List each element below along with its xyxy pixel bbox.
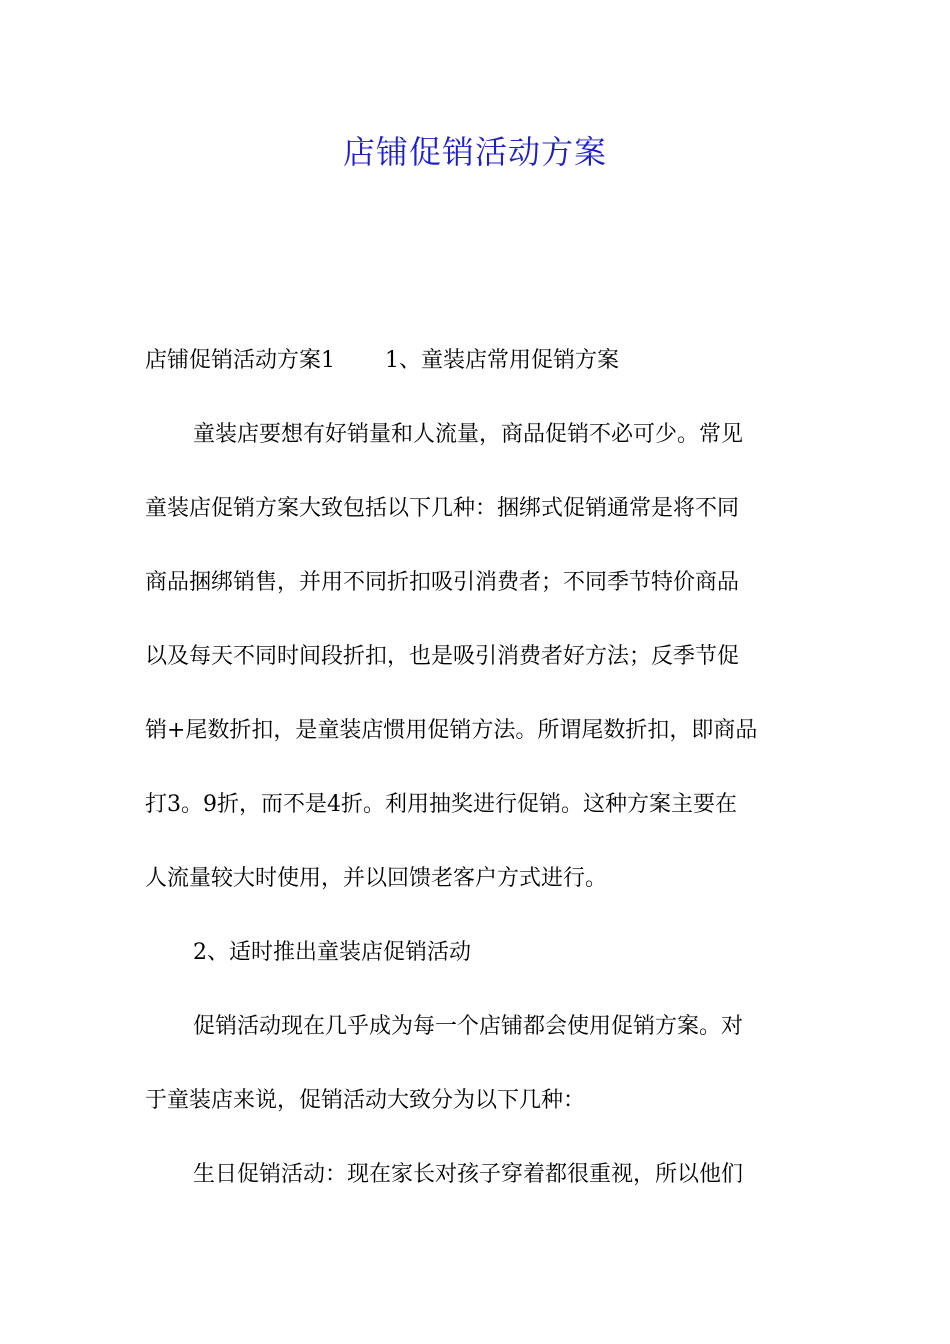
section-heading-1: 1、童装店常用促销方案 <box>385 348 619 373</box>
paragraph-line: 生日促销活动：现在家长对孩子穿着都很重视，所以他们 <box>193 1162 744 1187</box>
paragraph-line: 商品捆绑销售，并用不同折扣吸引消费者；不同季节特价商品 <box>145 570 740 595</box>
document-title: 店铺促销活动方案 <box>342 133 607 171</box>
paragraph-line: 促销活动现在几乎成为每一个店铺都会使用促销方案。对 <box>193 1014 744 1039</box>
paragraph-line: 童装店促销方案大致包括以下几种：捆绑式促销通常是将不同 <box>145 496 740 521</box>
section-heading-line <box>145 341 807 381</box>
paragraph-line: 人流量较大时使用，并以回馈老客户方式进行。 <box>145 866 608 891</box>
paragraph-line: 于童装店来说，促销活动大致分为以下几种： <box>145 1088 586 1113</box>
paragraph-line: 童装店要想有好销量和人流量，商品促销不必可少。常见 <box>193 422 744 447</box>
paragraph-line: 销+尾数折扣，是童装店惯用促销方法。所谓尾数折扣，即商品 <box>145 718 758 743</box>
paragraph-line: 以及每天不同时间段折扣，也是吸引消费者好方法；反季节促 <box>145 644 740 669</box>
section-heading-2: 2、适时推出童装店促销活动 <box>193 940 471 965</box>
document-subtitle: 店铺促销活动方案1 <box>145 348 335 373</box>
paragraph-line: 打3。9折，而不是4折。利用抽奖进行促销。这种方案主要在 <box>145 792 737 817</box>
